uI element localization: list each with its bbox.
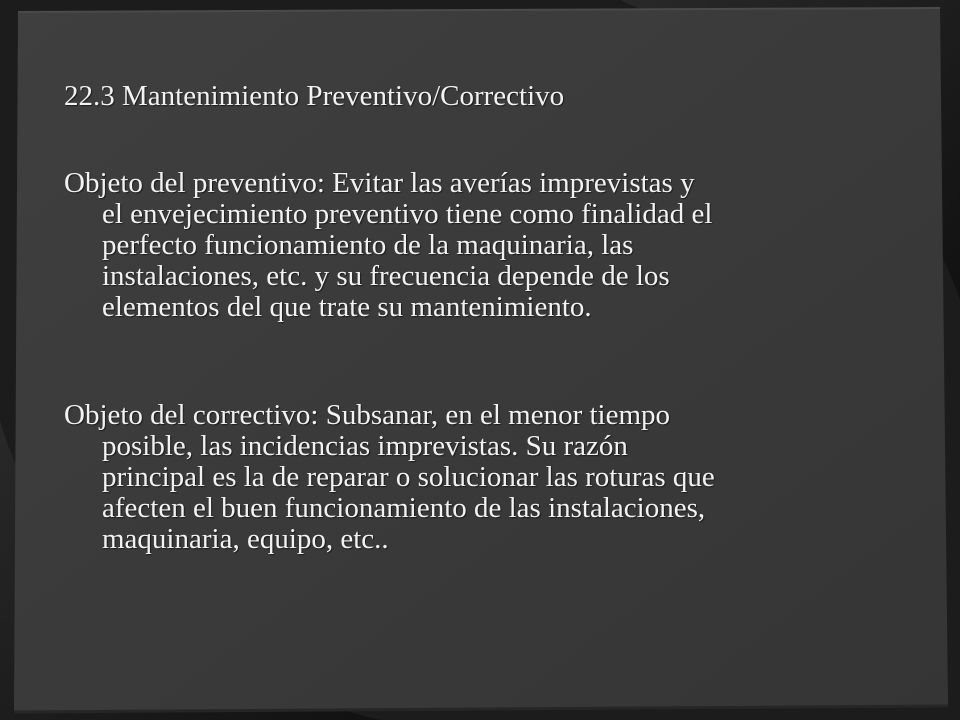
preventive-line-5: elementos del que trate su mantenimiento.: [102, 291, 592, 323]
corrective-paragraph: [64, 400, 904, 555]
corrective-line-3: principal es la de reparar o solucionar las roturas que: [102, 461, 715, 493]
corrective-line-1: Objeto del correctivo: Subsanar, en el menor tiempo: [64, 399, 671, 431]
corrective-line-2: posible, las incidencias imprevistas. Su razón: [102, 430, 628, 462]
preventive-paragraph: [64, 168, 904, 323]
slide-title: 22.3 Mantenimiento Preventivo/Correctivo: [64, 80, 565, 112]
preventive-line-2: el envejecimiento preventivo tiene como finalidad el: [102, 198, 713, 230]
preventive-line-4: instalaciones, etc. y su frecuencia depende de los: [102, 260, 670, 292]
corrective-line-4: afecten el buen funcionamiento de las instalaciones,: [102, 492, 706, 524]
corrective-line-5: maquinaria, equipo, etc..: [102, 523, 389, 555]
preventive-line-1: Objeto del preventivo: Evitar las averías imprevistas y: [64, 167, 695, 199]
preventive-line-3: perfecto funcionamiento de la maquinaria, las: [102, 229, 634, 261]
